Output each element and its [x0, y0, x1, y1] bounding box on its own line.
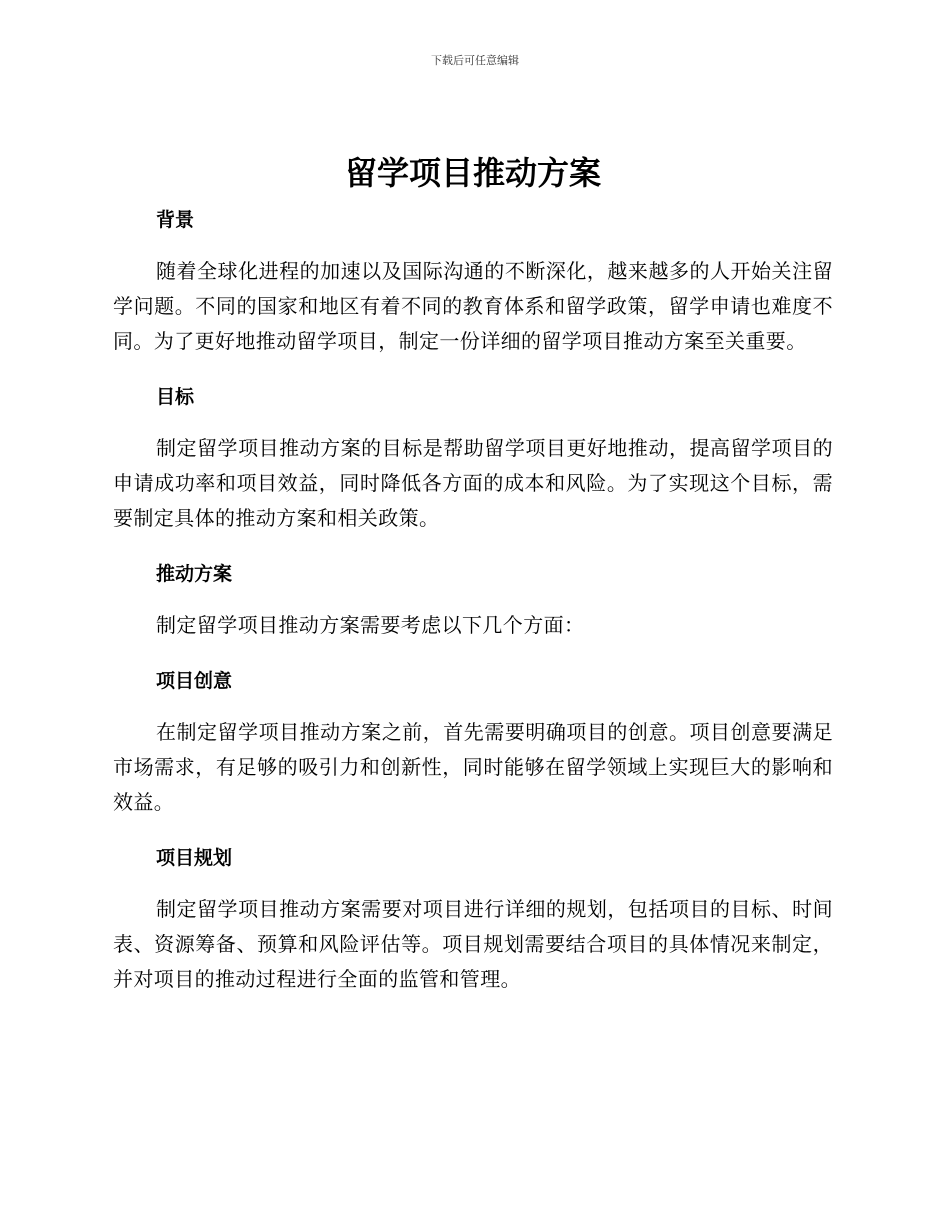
paragraph-goal: 制定留学项目推动方案的目标是帮助留学项目更好地推动，提高留学项目的申请成功率和项目效益，同时降低各方面的成本和风险。为了实现这个目标，需要制定具体的推动方案和相关政策。 [113, 436, 833, 530]
section-heading-plan: 推动方案 [156, 563, 233, 585]
paragraph-project-idea: 在制定留学项目推动方案之前，首先需要明确项目的创意。项目创意要满足市场需求，有足够的吸引力和创新性，同时能够在留学领域上实现巨大的影响和效益。 [113, 720, 833, 814]
document-body [113, 146, 833, 997]
document-title: 留学项目推动方案 [344, 154, 601, 192]
paragraph-plan: 制定留学项目推动方案需要考虑以下几个方面： [156, 613, 585, 637]
paragraph-project-planning: 制定留学项目推动方案需要对项目进行详细的规划，包括项目的目标、时间表、资源筹备、预算和风险评估等。项目规划需要结合项目的具体情况来制定，并对项目的推动过程进行全面的监管和管理。 [113, 897, 833, 991]
section-heading-background: 背景 [156, 209, 195, 231]
section-heading-project-idea: 项目创意 [156, 670, 233, 692]
page-header-note: 下载后可任意编辑 [431, 54, 519, 67]
section-heading-goal: 目标 [156, 386, 195, 408]
paragraph-background: 随着全球化进程的加速以及国际沟通的不断深化，越来越多的人开始关注留学问题。不同的国家和地区有着不同的教育体系和留学政策，留学申请也难度不同。为了更好地推动留学项目，制定一份详细的留学项目推动方案至关重要。 [113, 259, 833, 353]
section-heading-project-planning: 项目规划 [156, 847, 233, 869]
